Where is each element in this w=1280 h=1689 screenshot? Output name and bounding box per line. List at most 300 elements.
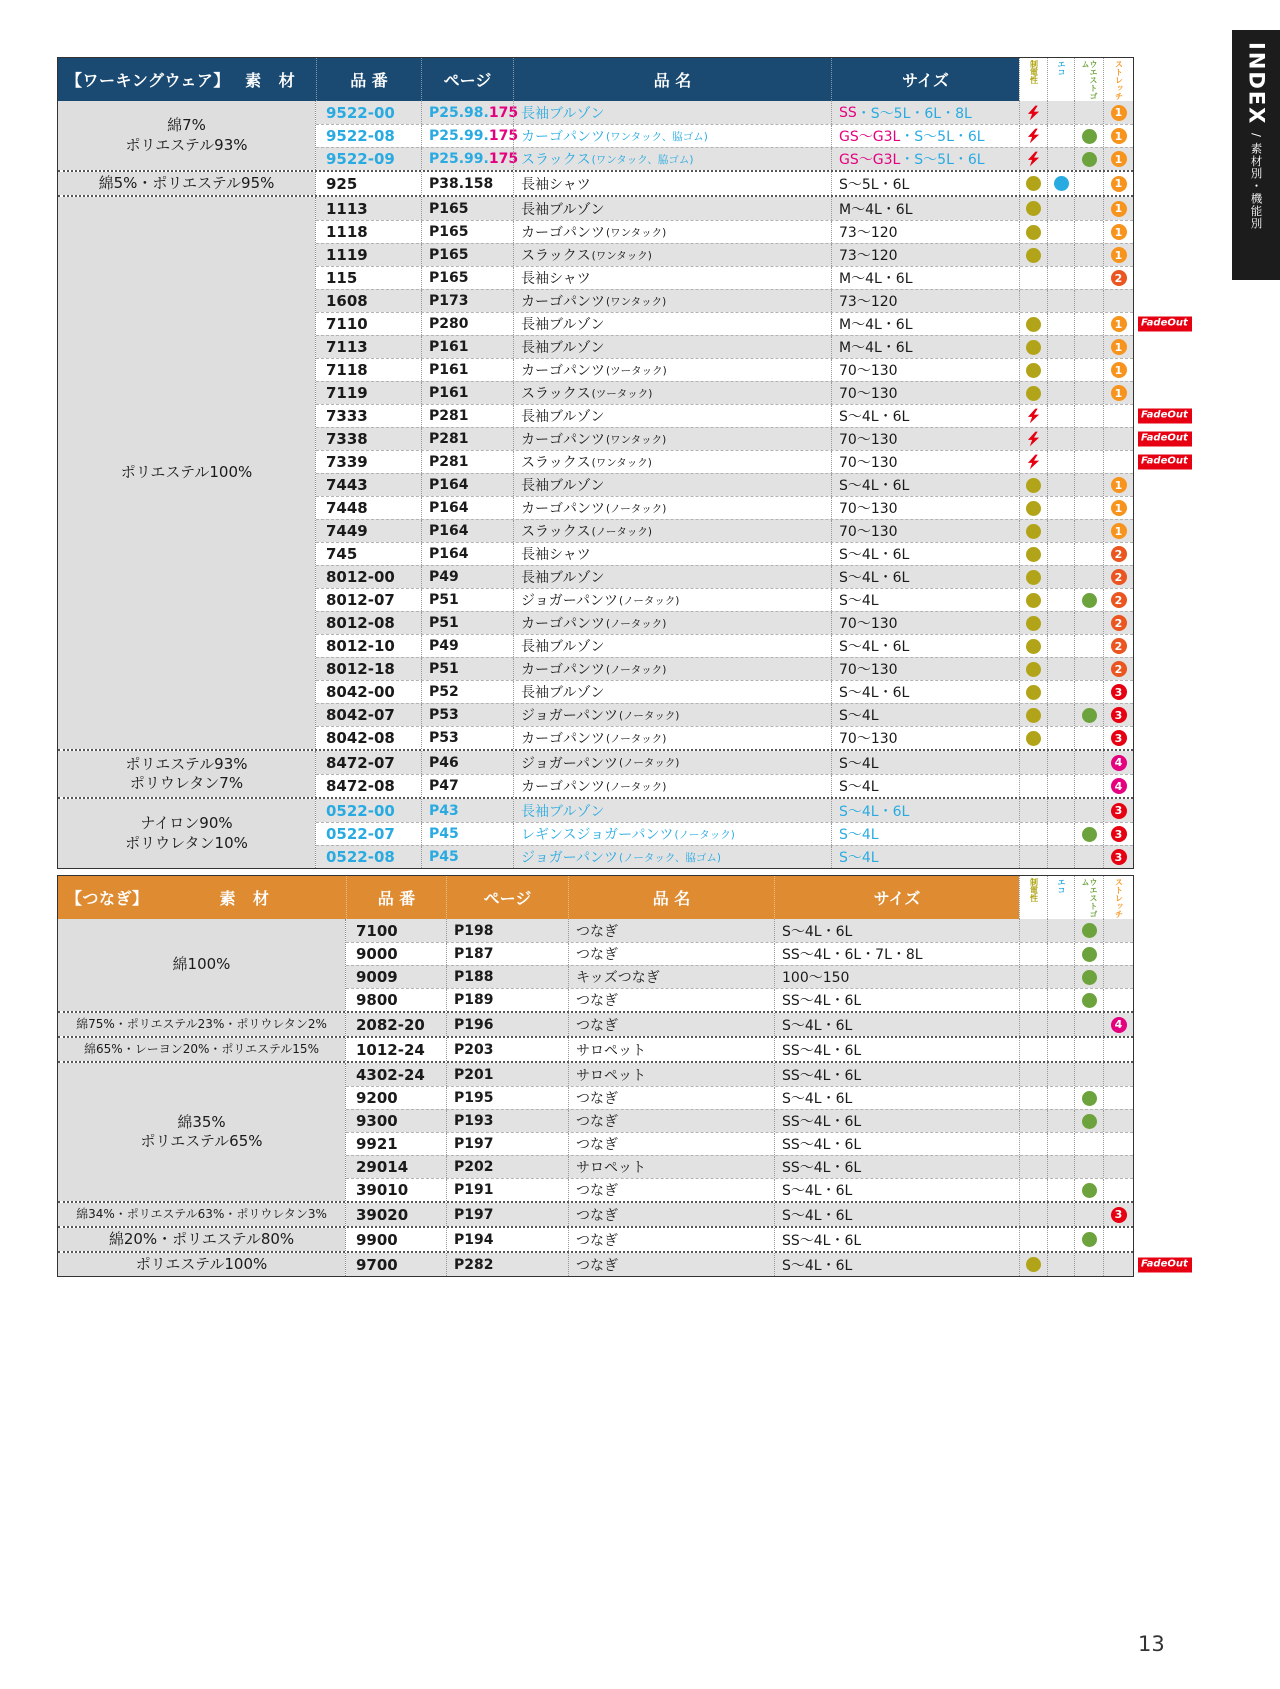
text-part: P164 bbox=[429, 546, 469, 562]
page-cell bbox=[421, 799, 513, 822]
antistatic-dot-icon bbox=[1026, 363, 1041, 378]
material-cell bbox=[58, 799, 315, 868]
product-name-note: (ワンタック) bbox=[606, 433, 667, 446]
icon-column-header-2 bbox=[1047, 876, 1074, 919]
table-row bbox=[316, 172, 1133, 195]
product-name-cell bbox=[513, 244, 831, 266]
product-name-cell bbox=[568, 1156, 774, 1178]
icon-column-header-label: ストレッチ bbox=[1114, 60, 1124, 100]
stretch-cell bbox=[1103, 751, 1133, 774]
size-cell bbox=[831, 751, 1019, 774]
page-cell bbox=[446, 1013, 568, 1036]
material-line: 綿5%・ポリエステル95% bbox=[98, 173, 275, 192]
text-part: P164 bbox=[429, 477, 469, 493]
product-code-cell: 8012-08 bbox=[326, 614, 395, 632]
eco-cell bbox=[1047, 727, 1074, 749]
page-cell bbox=[421, 221, 513, 243]
product-code-cell: 1118 bbox=[326, 223, 368, 241]
text-part: 175 bbox=[488, 128, 519, 144]
waist-elastic-cell bbox=[1074, 290, 1103, 312]
eco-cell bbox=[1047, 1087, 1074, 1109]
product-code-cell: 7113 bbox=[326, 338, 368, 356]
page-cell bbox=[421, 658, 513, 680]
antistatic-cell bbox=[1019, 751, 1047, 774]
text-part: SS〜4L・6L bbox=[782, 1114, 862, 1130]
text-part: P280 bbox=[429, 316, 469, 332]
table-row bbox=[346, 1063, 1133, 1086]
product-name-cell bbox=[513, 846, 831, 868]
product-name-cell bbox=[513, 589, 831, 611]
product-name: つなぎ bbox=[576, 947, 618, 963]
text-part: ・S〜5L・6L bbox=[900, 152, 985, 168]
page-cell bbox=[421, 382, 513, 404]
text-part: S〜4L bbox=[839, 708, 879, 724]
antistatic-bolt-icon bbox=[1027, 128, 1040, 144]
antistatic-dot-icon bbox=[1026, 570, 1041, 585]
product-name-cell bbox=[513, 751, 831, 774]
product-code-cell: 7339 bbox=[326, 453, 368, 471]
stretch-cell bbox=[1103, 313, 1133, 335]
waist-elastic-dot-icon bbox=[1082, 947, 1097, 962]
product-code-cell: 8042-08 bbox=[326, 729, 395, 747]
stretch-level-badge: 3 bbox=[1111, 684, 1127, 700]
column-header-size: サイズ bbox=[774, 876, 1019, 919]
material-group bbox=[58, 749, 1133, 797]
product-name: 長袖ブルゾン bbox=[521, 201, 605, 218]
text-part: P201 bbox=[454, 1066, 494, 1083]
size-cell bbox=[831, 799, 1019, 822]
eco-cell bbox=[1047, 1203, 1074, 1226]
waist-elastic-cell bbox=[1074, 405, 1103, 427]
table-row bbox=[316, 335, 1133, 358]
antistatic-cell bbox=[1019, 635, 1047, 657]
stretch-cell bbox=[1103, 101, 1133, 124]
antistatic-dot-icon bbox=[1026, 639, 1041, 654]
waist-elastic-dot-icon bbox=[1082, 1091, 1097, 1106]
material-cell bbox=[58, 197, 315, 749]
icon-column-header-label: 制電性 bbox=[1029, 60, 1039, 84]
eco-cell bbox=[1047, 520, 1074, 542]
product-name: つなぎ bbox=[576, 1257, 618, 1274]
product-name-cell bbox=[568, 1133, 774, 1155]
material-group bbox=[58, 1061, 1133, 1201]
waist-elastic-dot-icon bbox=[1082, 708, 1097, 723]
waist-elastic-dot-icon bbox=[1082, 129, 1097, 144]
stretch-cell bbox=[1103, 635, 1133, 657]
waist-elastic-cell bbox=[1074, 658, 1103, 680]
eco-cell bbox=[1047, 1156, 1074, 1178]
text-part: SS〜4L・6L bbox=[782, 1137, 862, 1153]
stretch-level-badge: 1 bbox=[1111, 523, 1127, 539]
product-name: 長袖ブルゾン bbox=[521, 685, 605, 701]
stretch-level-badge: 1 bbox=[1111, 247, 1127, 263]
icon-column-header-label: ストレッチ bbox=[1114, 878, 1124, 918]
antistatic-cell bbox=[1019, 520, 1047, 542]
text-part: S〜4L・6L bbox=[782, 923, 853, 940]
product-name-cell bbox=[568, 919, 774, 942]
eco-cell bbox=[1047, 612, 1074, 634]
text-part: M〜4L・6L bbox=[839, 201, 913, 218]
material-line: 綿34%・ポリエステル63%・ポリウレタン3% bbox=[76, 1206, 327, 1221]
page-cell bbox=[421, 681, 513, 703]
antistatic-dot-icon bbox=[1026, 731, 1041, 746]
text-part: S〜4L・6L bbox=[839, 803, 910, 820]
stretch-cell bbox=[1103, 359, 1133, 381]
text-part: P46 bbox=[429, 754, 459, 771]
size-cell bbox=[831, 681, 1019, 703]
size-cell bbox=[831, 497, 1019, 519]
material-group bbox=[58, 1226, 1133, 1251]
antistatic-cell bbox=[1019, 943, 1047, 965]
product-name-note: (ワンタック) bbox=[591, 456, 652, 469]
table-row bbox=[316, 147, 1133, 170]
page-cell bbox=[421, 267, 513, 289]
stretch-cell bbox=[1103, 405, 1133, 427]
text-part: P164 bbox=[429, 523, 469, 539]
product-name-cell bbox=[568, 1013, 774, 1036]
eco-cell bbox=[1047, 101, 1074, 124]
waist-elastic-cell bbox=[1074, 1133, 1103, 1155]
antistatic-dot-icon bbox=[1026, 176, 1041, 191]
product-name: 長袖ブルゾン bbox=[521, 803, 605, 820]
eco-cell bbox=[1047, 313, 1074, 335]
text-part: 175 bbox=[488, 104, 519, 121]
product-name: スラックス bbox=[521, 152, 591, 168]
column-header-page: ページ bbox=[421, 58, 513, 101]
stretch-cell bbox=[1103, 823, 1133, 845]
table-row bbox=[346, 1203, 1133, 1226]
material-cell bbox=[58, 1063, 345, 1201]
stretch-level-badge: 4 bbox=[1111, 1017, 1127, 1033]
size-cell bbox=[774, 1156, 1019, 1178]
stretch-cell bbox=[1103, 943, 1133, 965]
product-name: カーゴパンツ bbox=[521, 294, 605, 310]
material-group bbox=[58, 1201, 1133, 1226]
antistatic-cell bbox=[1019, 727, 1047, 749]
product-name-note: (ノータック) bbox=[606, 663, 667, 676]
table-row bbox=[346, 965, 1133, 988]
table-row bbox=[316, 751, 1133, 774]
material-group bbox=[58, 195, 1188, 749]
icon-column-header-label: エコ bbox=[1057, 878, 1066, 894]
product-name: ジョガーパンツ bbox=[521, 708, 619, 724]
text-part: S〜4L・6L bbox=[839, 639, 910, 655]
waist-elastic-cell bbox=[1074, 451, 1103, 473]
text-part: P196 bbox=[454, 1016, 494, 1033]
material-line: ポリエステル65% bbox=[140, 1132, 263, 1150]
eco-cell bbox=[1047, 943, 1074, 965]
icon-column-header-label: 制電性 bbox=[1029, 878, 1039, 902]
waist-elastic-cell bbox=[1074, 823, 1103, 845]
size-cell bbox=[831, 405, 1019, 427]
size-cell bbox=[774, 1228, 1019, 1251]
text-part: P51 bbox=[429, 661, 459, 677]
waist-elastic-dot-icon bbox=[1082, 827, 1097, 842]
fadeout-badge: FadeOut bbox=[1138, 455, 1192, 470]
column-header-code: 品 番 bbox=[346, 876, 446, 919]
index-tab-subtitle: / 素材別・機能別 bbox=[1249, 133, 1264, 231]
stretch-cell bbox=[1103, 1203, 1133, 1226]
product-name: 長袖ブルゾン bbox=[521, 478, 605, 494]
text-part: SS〜4L・6L bbox=[782, 1160, 862, 1176]
waist-elastic-dot-icon bbox=[1082, 1114, 1097, 1129]
waist-elastic-cell bbox=[1074, 101, 1103, 124]
table-header bbox=[58, 58, 1133, 101]
text-part: 73〜120 bbox=[839, 225, 898, 241]
product-code-cell: 9000 bbox=[356, 945, 398, 963]
size-cell bbox=[831, 359, 1019, 381]
table-row bbox=[316, 220, 1133, 243]
product-name-cell bbox=[513, 336, 831, 358]
table-row bbox=[316, 473, 1133, 496]
antistatic-bolt-icon bbox=[1027, 105, 1040, 121]
material-group bbox=[58, 797, 1133, 868]
antistatic-cell bbox=[1019, 197, 1047, 220]
stretch-cell bbox=[1103, 658, 1133, 680]
size-cell bbox=[831, 101, 1019, 124]
stretch-level-badge: 1 bbox=[1111, 477, 1127, 493]
waist-elastic-cell bbox=[1074, 148, 1103, 170]
antistatic-cell bbox=[1019, 101, 1047, 124]
table-row bbox=[316, 634, 1133, 657]
stretch-cell bbox=[1103, 727, 1133, 749]
product-name: つなぎ bbox=[576, 1232, 618, 1249]
material-header-label: 素 材 bbox=[219, 889, 276, 908]
product-name-cell bbox=[513, 566, 831, 588]
antistatic-cell bbox=[1019, 1013, 1047, 1036]
product-name-note: (ノータック) bbox=[619, 709, 680, 722]
product-name-note: (ワンタック、脇ゴム) bbox=[591, 153, 694, 166]
eco-cell bbox=[1047, 846, 1074, 868]
product-name-cell bbox=[568, 1179, 774, 1201]
page-cell bbox=[421, 846, 513, 868]
table-row bbox=[316, 657, 1133, 680]
size-cell bbox=[831, 543, 1019, 565]
stretch-cell bbox=[1103, 197, 1133, 220]
product-code-cell: 9009 bbox=[356, 968, 398, 986]
stretch-level-badge: 2 bbox=[1111, 661, 1127, 677]
text-part: P198 bbox=[454, 922, 494, 939]
material-line: ポリエステル100% bbox=[120, 463, 253, 482]
antistatic-cell bbox=[1019, 681, 1047, 703]
product-name: つなぎ bbox=[576, 1137, 618, 1153]
material-cell bbox=[58, 1203, 345, 1226]
product-name: サロペット bbox=[576, 1160, 646, 1176]
size-cell bbox=[831, 313, 1019, 335]
antistatic-cell bbox=[1019, 775, 1047, 797]
text-part: 73〜120 bbox=[839, 248, 898, 264]
eco-cell bbox=[1047, 543, 1074, 565]
eco-cell bbox=[1047, 359, 1074, 381]
material-group bbox=[58, 919, 1133, 1011]
text-part: P53 bbox=[429, 730, 459, 746]
page-cell bbox=[421, 336, 513, 358]
product-code-cell: 9800 bbox=[356, 991, 398, 1009]
antistatic-dot-icon bbox=[1026, 201, 1041, 216]
stretch-cell bbox=[1103, 799, 1133, 822]
material-cell bbox=[58, 751, 315, 797]
stretch-cell bbox=[1103, 919, 1133, 942]
size-cell bbox=[831, 125, 1019, 147]
index-tab-title: INDEX bbox=[1244, 42, 1269, 126]
product-name: 長袖ブルゾン bbox=[521, 639, 605, 655]
text-part: P49 bbox=[429, 638, 459, 654]
fadeout-badge: FadeOut bbox=[1138, 432, 1192, 447]
table-row bbox=[346, 988, 1133, 1011]
product-name-cell bbox=[568, 1038, 774, 1061]
product-code-cell: 29014 bbox=[356, 1158, 409, 1176]
material-column-header bbox=[58, 58, 316, 101]
stretch-level-badge: 1 bbox=[1111, 176, 1127, 192]
text-part: P164 bbox=[429, 500, 469, 516]
column-header-size: サイズ bbox=[831, 58, 1019, 101]
waist-elastic-cell bbox=[1074, 681, 1103, 703]
size-cell bbox=[831, 612, 1019, 634]
waist-elastic-cell bbox=[1074, 799, 1103, 822]
eco-cell bbox=[1047, 336, 1074, 358]
eco-cell bbox=[1047, 823, 1074, 845]
product-name-cell bbox=[513, 727, 831, 749]
antistatic-cell bbox=[1019, 336, 1047, 358]
table-row bbox=[346, 1228, 1133, 1251]
size-cell bbox=[774, 1203, 1019, 1226]
antistatic-cell bbox=[1019, 1203, 1047, 1226]
text-part: 73〜120 bbox=[839, 294, 898, 310]
page-cell bbox=[421, 428, 513, 450]
text-part: SS bbox=[839, 104, 857, 121]
antistatic-cell bbox=[1019, 846, 1047, 868]
product-code-cell: 0522-00 bbox=[326, 801, 395, 820]
product-code-cell: 0522-07 bbox=[326, 825, 395, 843]
waist-elastic-cell bbox=[1074, 635, 1103, 657]
page-cell bbox=[421, 101, 519, 124]
waist-elastic-dot-icon bbox=[1082, 152, 1097, 167]
stretch-cell bbox=[1103, 775, 1133, 797]
table-row bbox=[316, 404, 1188, 427]
page-cell bbox=[421, 589, 513, 611]
category-label: 【つなぎ】 bbox=[66, 889, 149, 908]
waist-elastic-cell bbox=[1074, 1110, 1103, 1132]
stretch-cell bbox=[1103, 428, 1133, 450]
text-part: SS〜4L・6L bbox=[782, 1042, 862, 1059]
antistatic-cell bbox=[1019, 989, 1047, 1011]
waist-elastic-cell bbox=[1074, 1253, 1103, 1276]
product-name-cell bbox=[513, 267, 831, 289]
product-name: スラックス bbox=[521, 248, 591, 264]
product-code-cell: 39020 bbox=[356, 1205, 409, 1224]
product-name-note: (ノータック) bbox=[606, 780, 667, 793]
material-cell bbox=[58, 101, 315, 170]
icon-column-header-label: エコ bbox=[1057, 60, 1066, 76]
waist-elastic-cell bbox=[1074, 1179, 1103, 1201]
stretch-cell bbox=[1103, 1156, 1133, 1178]
text-part: 70〜130 bbox=[839, 731, 898, 747]
product-code-cell: 745 bbox=[326, 545, 358, 563]
product-name-cell bbox=[513, 125, 831, 147]
product-name: ジョガーパンツ bbox=[521, 850, 619, 866]
product-name: 長袖ブルゾン bbox=[521, 105, 605, 122]
text-part: P165 bbox=[429, 200, 469, 217]
stretch-level-badge: 2 bbox=[1111, 615, 1127, 631]
table-row bbox=[346, 1253, 1188, 1276]
product-name: カーゴパンツ bbox=[521, 662, 605, 678]
antistatic-dot-icon bbox=[1026, 248, 1041, 263]
text-part: P49 bbox=[429, 569, 459, 585]
size-cell bbox=[831, 589, 1019, 611]
text-part: P282 bbox=[454, 1256, 494, 1273]
text-part: 70〜130 bbox=[839, 455, 898, 471]
product-name-note: (ワンタック) bbox=[591, 249, 652, 262]
product-name: つなぎ bbox=[576, 923, 618, 940]
table-row bbox=[316, 799, 1133, 822]
page-cell bbox=[421, 148, 519, 170]
antistatic-cell bbox=[1019, 382, 1047, 404]
antistatic-bolt-icon bbox=[1027, 454, 1040, 470]
text-part: P203 bbox=[454, 1041, 494, 1058]
eco-cell bbox=[1047, 635, 1074, 657]
size-cell bbox=[774, 943, 1019, 965]
eco-cell bbox=[1047, 1013, 1074, 1036]
antistatic-cell bbox=[1019, 1253, 1047, 1276]
material-column-header bbox=[58, 876, 346, 919]
icon-column-header-1 bbox=[1019, 58, 1047, 101]
stretch-cell bbox=[1103, 451, 1133, 473]
page-cell bbox=[446, 1110, 568, 1132]
eco-cell bbox=[1047, 125, 1074, 147]
stretch-level-badge: 1 bbox=[1111, 339, 1127, 355]
icon-column-header-1 bbox=[1019, 876, 1047, 919]
eco-cell bbox=[1047, 1038, 1074, 1061]
product-name-cell bbox=[568, 1203, 774, 1226]
product-name-cell bbox=[568, 1063, 774, 1086]
product-name-note: (ツータック) bbox=[591, 387, 653, 400]
product-name-cell bbox=[513, 635, 831, 657]
page-cell bbox=[421, 566, 513, 588]
text-part: P281 bbox=[429, 431, 469, 447]
table-row bbox=[316, 358, 1133, 381]
waist-elastic-cell bbox=[1074, 497, 1103, 519]
antistatic-bolt-icon bbox=[1027, 431, 1040, 447]
stretch-level-badge: 2 bbox=[1111, 546, 1127, 562]
product-code-cell: 7443 bbox=[326, 476, 368, 494]
table-row bbox=[316, 312, 1188, 335]
page-cell bbox=[421, 751, 513, 774]
size-cell bbox=[831, 221, 1019, 243]
antistatic-cell bbox=[1019, 1110, 1047, 1132]
icon-column-header-label: ウエストゴム bbox=[1081, 60, 1098, 100]
page-cell bbox=[446, 943, 568, 965]
eco-dot-icon bbox=[1054, 176, 1069, 191]
product-name: ジョガーパンツ bbox=[521, 755, 619, 772]
product-name: 長袖ブルゾン bbox=[521, 570, 605, 586]
text-part: S〜5L・6L bbox=[839, 176, 910, 193]
text-part: SS〜4L・6L・7L・8L bbox=[782, 947, 923, 963]
waist-elastic-cell bbox=[1074, 966, 1103, 988]
page-cell bbox=[421, 244, 513, 266]
stretch-cell bbox=[1103, 989, 1133, 1011]
page-cell bbox=[421, 172, 513, 195]
size-cell bbox=[831, 775, 1019, 797]
fadeout-badge: FadeOut bbox=[1138, 317, 1192, 332]
text-part: 175 bbox=[488, 151, 519, 167]
product-name-cell bbox=[513, 428, 831, 450]
page-cell bbox=[421, 727, 513, 749]
material-line: 綿100% bbox=[172, 955, 231, 974]
antistatic-cell bbox=[1019, 359, 1047, 381]
table-row bbox=[346, 1109, 1133, 1132]
product-name-cell bbox=[513, 313, 831, 335]
eco-cell bbox=[1047, 148, 1074, 170]
